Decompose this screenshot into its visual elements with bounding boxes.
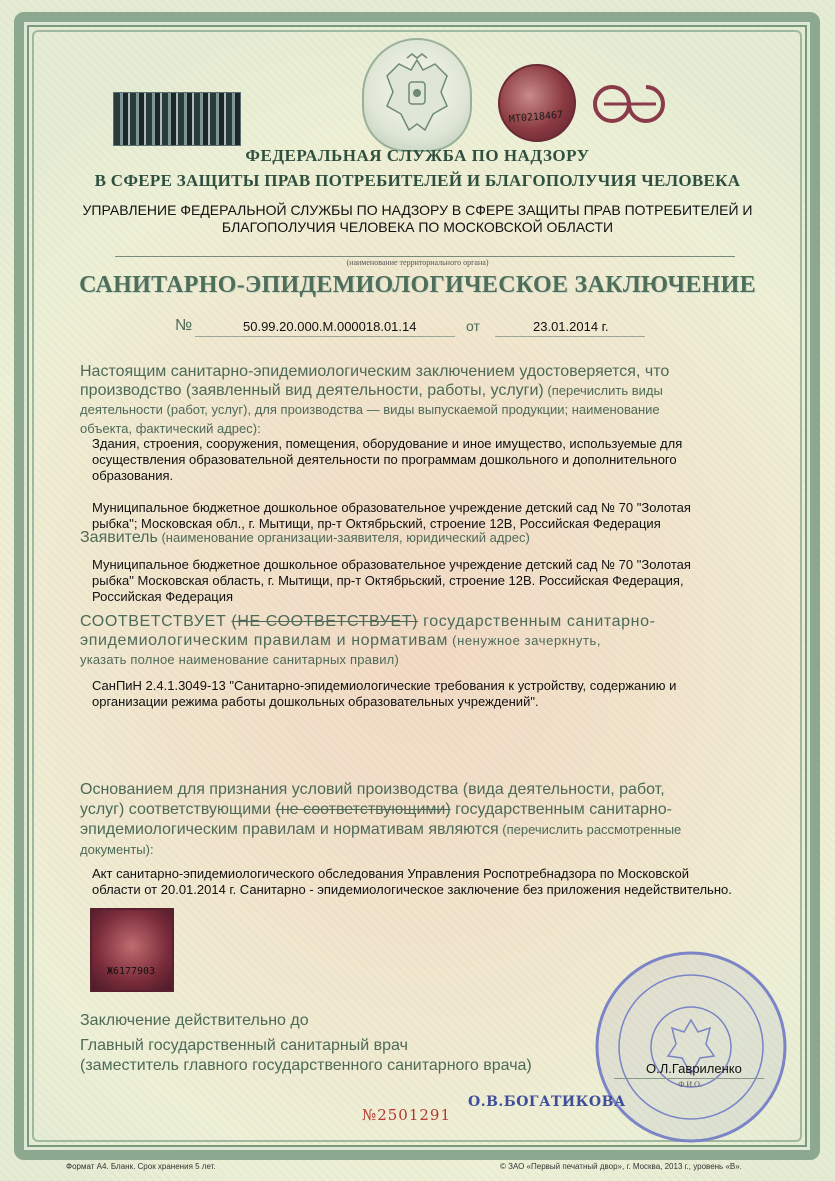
- basis-line2: [80, 800, 760, 820]
- document-date: 23.01.2014 г.: [533, 319, 609, 334]
- applicant-line1: Муниципальное бюджетное дошкольное образовательное учреждение детский сад № 70 "Золотая: [92, 557, 691, 572]
- production-line2: [80, 381, 760, 400]
- number-underline: [195, 336, 455, 337]
- basis-line4: документы):: [80, 842, 154, 857]
- hologram-seal: [498, 64, 576, 142]
- basis-line3-main: эпидемиологическим правилам и нормативам являются: [80, 821, 499, 838]
- object-line1: Муниципальное бюджетное дошкольное образовательное учреждение детский сад № 70 "Золотая: [92, 500, 691, 515]
- hologram-square-number: Ж6177903: [106, 966, 156, 977]
- validity-label: Заключение действительно до: [80, 1012, 309, 1029]
- agency-title-line2: В СФЕРЕ ЗАЩИТЫ ПРАВ ПОТРЕБИТЕЛЕЙ И БЛАГОПОЛУЧИЯ ЧЕЛОВЕКА: [94, 171, 741, 190]
- signatory-name: О.Л.Гавриленко: [646, 1061, 742, 1076]
- serial-number: №2501291: [362, 1106, 451, 1124]
- compliance-line2-main: эпидемиологическим правилам и нормативам: [80, 632, 448, 649]
- conformity-mark-icon: [590, 82, 668, 126]
- number-row: [0, 318, 835, 338]
- sanpin-line1: СанПиН 2.4.1.3049-13 "Санитарно-эпидемиологические требования к устройству, содержанию и: [92, 678, 677, 693]
- name-stamp: О.В.БОГАТИКОВА: [468, 1094, 626, 1110]
- name-underline: [614, 1078, 764, 1079]
- applicant-caption: (наименование организации-заявителя, юридический адрес): [157, 530, 530, 545]
- signatory-line2: (заместитель главного государственного санитарного врача): [80, 1057, 532, 1074]
- divider: [115, 256, 735, 257]
- basis-filled-line1: Акт санитарно-эпидемиологического обследования Управления Роспотребнадзора по Московской: [92, 866, 689, 881]
- compliance-line1-rest: государственным санитарно-: [418, 613, 656, 630]
- hologram-number: МТ0218467: [508, 109, 564, 126]
- applicant-line2: рыбка" Московская область, г. Мытищи, пр-т Октябрьский, строение 12В. Российская Федерация,: [92, 573, 684, 588]
- compliance-text: [80, 612, 760, 669]
- coat-of-arms-emblem: [362, 38, 472, 152]
- basis-filled-line2: области от 20.01.2014 г. Санитарно - эпидемиологическое заключение без приложения недействительно.: [92, 882, 732, 897]
- basis-line2-a: услуг) соответствующими: [80, 801, 276, 818]
- basis-line3-small: (перечислить рассмотренные: [498, 822, 682, 837]
- compliance-line2-small: (ненужное зачеркнуть,: [447, 633, 602, 648]
- fio-caption: Ф.И.О.: [678, 1080, 702, 1089]
- compliance-line1: [80, 612, 760, 631]
- production-line2-small: (перечислить виды: [543, 383, 663, 398]
- number-label: №: [175, 317, 193, 334]
- signatory-line1: Главный государственный санитарный врач: [80, 1037, 408, 1054]
- footer-format-note: Формат А4. Бланк. Срок хранения 5 лет.: [66, 1162, 216, 1171]
- date-underline: [495, 336, 645, 337]
- hologram-square-seal: [90, 908, 174, 992]
- basis-filled: [92, 866, 792, 898]
- production-filled-line2: осуществления образовательной деятельности по программам дошкольного и дополнительного: [92, 452, 677, 467]
- compliance-line3: указать полное наименование санитарных правил): [80, 652, 399, 667]
- document-number: 50.99.20.000.М.000018.01.14: [243, 319, 417, 334]
- production-filled-line1: Здания, строения, сооружения, помещения, оборудование и иное имущество, используемые для: [92, 436, 683, 451]
- territorial-body-line2: БЛАГОПОЛУЧИЯ ЧЕЛОВЕКА ПО МОСКОВСКОЙ ОБЛАСТИ: [221, 219, 614, 235]
- production-line2-main: производство (заявленный вид деятельности, работы, услуги): [80, 382, 544, 399]
- sanpin-filled: [92, 678, 752, 710]
- object-line2: рыбка"; Московская обл., г. Мытищи, пр-т Октябрьский, строение 12В, Российская Федерация: [92, 516, 661, 531]
- document-title: САНИТАРНО-ЭПИДЕМИОЛОГИЧЕСКОЕ ЗАКЛЮЧЕНИЕ: [79, 272, 756, 298]
- compliance-line2: [80, 631, 760, 650]
- basis-line2-b: государственным санитарно-: [450, 801, 672, 818]
- production-line3: деятельности (работ, услуг), для производства — виды выпускаемой продукции; наименование: [80, 402, 660, 417]
- applicant-filled: [92, 557, 752, 605]
- basis-line3: [80, 820, 760, 840]
- production-line4: объекта, фактический адрес):: [80, 421, 261, 436]
- territorial-body: [0, 202, 835, 236]
- official-round-stamp: [592, 948, 790, 1146]
- sanpin-line2: организации режима работы дошкольных образовательных учреждений".: [92, 694, 539, 709]
- production-filled-line3: образования.: [92, 468, 174, 483]
- production-filled: [92, 436, 752, 484]
- footer-printer-note: © ЗАО «Первый печатный двор», г. Москва, 2013 г., уровень «В».: [500, 1162, 742, 1171]
- applicant-line3: Российская Федерация: [92, 589, 234, 604]
- production-line1: Настоящим санитарно-эпидемиологическим заключением удостоверяется, что: [80, 363, 670, 380]
- applicant-label-row: [80, 528, 760, 547]
- date-label: от: [466, 318, 480, 334]
- basis-line2-strike: (не соответствующими): [275, 801, 451, 818]
- applicant-label: Заявитель: [80, 529, 158, 546]
- not-complies-label: (НЕ СООТВЕТСТВУЕТ): [231, 613, 419, 630]
- agency-title-line1: ФЕДЕРАЛЬНАЯ СЛУЖБА ПО НАДЗОРУ: [245, 146, 590, 165]
- production-text: [80, 362, 760, 438]
- territorial-body-line1: УПРАВЛЕНИЕ ФЕДЕРАЛЬНОЙ СЛУЖБЫ ПО НАДЗОРУ В СФЕРЕ ЗАЩИТЫ ПРАВ ПОТРЕБИТЕЛЕЙ И: [82, 202, 753, 218]
- complies-label: СООТВЕТСТВУЕТ: [80, 613, 227, 630]
- territorial-caption: (наименование территориального органа): [346, 258, 489, 267]
- basis-line1: Основанием для признания условий производства (вида деятельности, работ,: [80, 781, 665, 798]
- hologram-strip: [113, 92, 241, 146]
- basis-text: [80, 780, 760, 860]
